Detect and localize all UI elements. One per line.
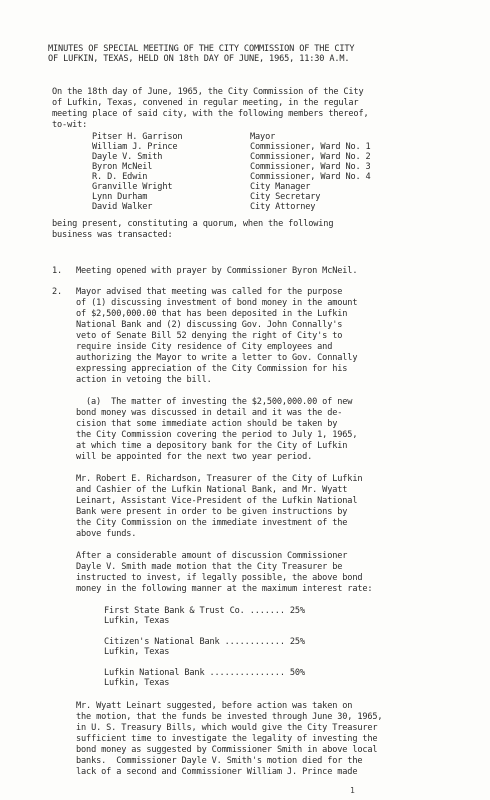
quorum-line: being present, constituting a quorum, when the following bbox=[52, 219, 334, 229]
bank-allocation: Lufkin National Bank ............... 50% bbox=[104, 668, 305, 678]
para-b-line: and Cashier of the Lufkin National Bank, and Mr. Wyatt bbox=[76, 485, 348, 495]
item-number: 1. bbox=[52, 266, 63, 276]
intro-line: meeting place of said city, with the following members thereof, bbox=[52, 109, 369, 119]
page-mark: 1 bbox=[350, 786, 355, 795]
item-line: of (1) discussing investment of bond money in the amount bbox=[76, 298, 358, 308]
bank-allocation: First State Bank & Trust Co. ....... 25% bbox=[104, 606, 305, 616]
member-name: William J. Prince bbox=[92, 142, 178, 152]
para-b-line: Mr. Robert E. Richardson, Treasurer of the City of Lufkin bbox=[76, 474, 363, 484]
para-d-line: the motion, that the funds be invested through June 30, 1965, bbox=[76, 712, 383, 722]
item-line: authorizing the Mayor to write a letter to Gov. Connally bbox=[76, 353, 358, 363]
para-c-line: Dayle V. Smith made motion that the City Treasurer be bbox=[76, 562, 343, 572]
para-b-line: Leinart, Assistant Vice-President of the Lufkin National bbox=[76, 496, 358, 506]
item-line: veto of Senate Bill 52 denying the right of City's to bbox=[76, 331, 343, 341]
para-d-line: Mr. Wyatt Leinart suggested, before action was taken on bbox=[76, 701, 353, 711]
bank-city: Lufkin, Texas bbox=[104, 678, 170, 688]
para-a-line: bond money was discussed in detail and it was the de- bbox=[76, 408, 343, 418]
member-role: Commissioner, Ward No. 4 bbox=[250, 172, 371, 182]
member-name: Lynn Durham bbox=[92, 192, 148, 202]
title-line-2: OF LUFKIN, TEXAS, HELD ON 18th DAY OF JUNE, 1965, 11:30 A.M. bbox=[48, 54, 350, 64]
item-line: require inside City residence of City employees and bbox=[76, 342, 333, 352]
member-name: David Walker bbox=[92, 202, 153, 212]
member-name: R. D. Edwin bbox=[92, 172, 148, 182]
para-b-line: Bank were present in order to be given instructions by bbox=[76, 507, 348, 517]
item-line: expressing appreciation of the City Commission for his bbox=[76, 364, 348, 374]
para-d-line: banks. Commissioner Dayle V. Smith's motion died for the bbox=[76, 756, 363, 766]
item-line: action in vetoing the bill. bbox=[76, 375, 212, 385]
para-a-line: (a) The matter of investing the $2,500,000.00 of new bbox=[86, 397, 353, 407]
item-line: National Bank and (2) discussing Gov. John Connally's bbox=[76, 320, 343, 330]
para-a-line: will be appointed for the next two year period. bbox=[76, 452, 313, 462]
title-line-1: MINUTES OF SPECIAL MEETING OF THE CITY COMMISSION OF THE CITY bbox=[48, 44, 355, 54]
bank-city: Lufkin, Texas bbox=[104, 616, 170, 626]
para-a-line: at which time a depository bank for the City of Lufkin bbox=[76, 441, 348, 451]
bank-allocation: Citizen's National Bank ............ 25% bbox=[104, 637, 305, 647]
member-name: Pitser H. Garrison bbox=[92, 132, 183, 142]
intro-line: to-wit: bbox=[52, 120, 88, 130]
para-d-line: sufficient time to investigate the legality of investing the bbox=[76, 734, 378, 744]
item-number: 2. bbox=[52, 287, 63, 297]
para-c-line: After a considerable amount of discussion Commissioner bbox=[76, 551, 348, 561]
member-role: Commissioner, Ward No. 3 bbox=[250, 162, 371, 172]
member-role: Mayor bbox=[250, 132, 276, 142]
member-name: Dayle V. Smith bbox=[92, 152, 163, 162]
para-b-line: the City Commission on the immediate investment of the bbox=[76, 518, 348, 528]
item-text: Meeting opened with prayer by Commissioner Byron McNeil. bbox=[76, 266, 358, 276]
member-role: Commissioner, Ward No. 1 bbox=[250, 142, 371, 152]
para-c-line: instructed to invest, if legally possible, the above bond bbox=[76, 573, 363, 583]
member-name: Byron McNeil bbox=[92, 162, 153, 172]
member-role: City Attorney bbox=[250, 202, 316, 212]
intro-line: On the 18th day of June, 1965, the City Commission of the City bbox=[52, 87, 364, 97]
para-d-line: bond money as suggested by Commissioner Smith in above local bbox=[76, 745, 378, 755]
member-role: City Secretary bbox=[250, 192, 321, 202]
member-name: Granville Wright bbox=[92, 182, 173, 192]
para-d-line: in U. S. Treasury Bills, which would give the City Treasurer bbox=[76, 723, 378, 733]
member-role: Commissioner, Ward No. 2 bbox=[250, 152, 371, 162]
quorum-line: business was transacted: bbox=[52, 230, 173, 240]
para-a-line: the City Commission covering the period to July 1, 1965, bbox=[76, 430, 358, 440]
para-c-line: money in the following manner at the maximum interest rate: bbox=[76, 584, 373, 594]
item-line: Mayor advised that meeting was called for the purpose bbox=[76, 287, 343, 297]
para-a-line: cision that some immediate action should be taken by bbox=[76, 419, 338, 429]
bank-city: Lufkin, Texas bbox=[104, 647, 170, 657]
para-d-line: lack of a second and Commissioner William J. Prince made bbox=[76, 767, 358, 777]
member-role: City Manager bbox=[250, 182, 311, 192]
para-b-line: above funds. bbox=[76, 529, 137, 539]
item-line: of $2,500,000.00 that has been deposited in the Lufkin bbox=[76, 309, 348, 319]
intro-line: of Lufkin, Texas, convened in regular meeting, in the regular bbox=[52, 98, 359, 108]
